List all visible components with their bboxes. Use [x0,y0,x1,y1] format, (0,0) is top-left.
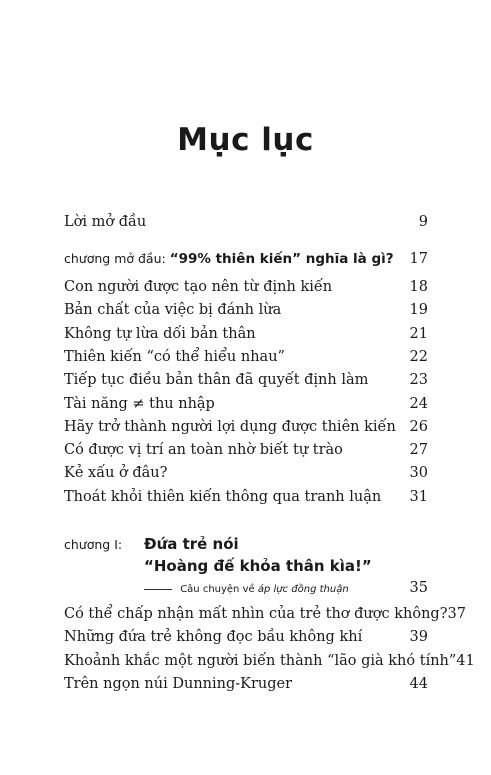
toc-entry-page: 31 [409,488,428,505]
toc-entry-label: Kẻ xấu ở đâu? [64,465,168,482]
toc-entry-label: Không tự lừa dối bản thân [64,325,256,342]
toc-entry-label: Tài năng ≠ thu nhập [64,395,215,412]
toc-entry[interactable] [64,302,428,318]
toc-entry-label: Có thể chấp nhận mất nhìn của trẻ thơ được không? [64,606,448,622]
toc-entry-label: Trên ngọn núi Dunning-Kruger [64,675,293,692]
toc-entry-page: 22 [409,348,428,365]
toc-entry[interactable] [64,349,428,365]
toc-entry-preface[interactable] [64,214,428,230]
chapter-subtitle [144,580,428,596]
toc-entry-label: Con người được tạo nên từ định kiến [64,279,333,295]
toc-entry-page: 41 [456,652,475,669]
toc-chapter-intro[interactable] [64,251,428,267]
toc-entry-page: 44 [409,675,428,692]
toc-entry-page: 21 [409,325,428,342]
chapter-title-line-2[interactable]: “Hoàng đế khỏa thân kìa!” [144,557,372,575]
toc-entry-label: Thoát khỏi thiên kiến thông qua tranh luận [64,488,382,505]
toc-entry-page: 24 [409,395,428,412]
toc-entry[interactable] [64,396,428,412]
chapter-subtitle-italic: áp lực đồng thuận [257,584,349,595]
toc-entry[interactable] [64,372,428,388]
toc-entry[interactable] [64,629,428,645]
toc-entry[interactable] [64,279,428,295]
chapter-prefix: chương I: [64,537,123,552]
toc-entry[interactable] [64,652,475,669]
toc-entry-page: 39 [409,629,428,646]
toc-entry[interactable] [64,326,428,342]
chapter-title-line-1[interactable]: Đứa trẻ nói [144,535,239,553]
toc-entry-page: 9 [418,214,428,230]
toc-entry-page: 23 [409,372,428,389]
toc-entry-label: Bản chất của việc bị đánh lừa [64,302,282,319]
toc-entry[interactable] [64,465,428,481]
toc-entry[interactable] [64,419,428,435]
toc-entry-page: 26 [409,418,428,435]
toc-entry-page: 18 [409,279,428,295]
page-title: Mục lục [177,122,314,158]
dash-rule [144,589,172,590]
toc-entry[interactable] [64,676,428,692]
toc-entry-page: 30 [409,465,428,482]
toc-entry-page: 35 [409,580,428,596]
toc-entry-label: Hãy trở thành người lợi dụng được thiên kiến [64,418,396,435]
toc-entry-page: 17 [409,251,428,267]
toc-entry[interactable] [64,489,428,505]
toc-entry-label: Khoảnh khắc một người biến thành “lão già khó tính” [64,652,457,669]
toc-entry-label: Tiếp tục điều bản thân đã quyết định làm [64,372,369,389]
toc-entry-label: Lời mở đầu [64,214,147,230]
toc-entry-label: Thiên kiến “có thể hiểu nhau” [64,348,285,365]
toc-entry-page: 37 [447,606,466,622]
chapter-prefix: chương mở đầu: [64,251,166,266]
toc-entry-label: Những đứa trẻ không đọc bầu không khí [64,629,363,646]
chapter-subtitle-text: Câu chuyện về [180,584,255,595]
toc-entry[interactable] [64,442,428,458]
toc-entry[interactable] [64,606,466,622]
chapter-title: “99% thiên kiến” nghĩa là gì? [169,251,394,267]
toc-entry-label: Có được vị trí an toàn nhờ biết tự trào [64,442,343,459]
toc-entry-page: 27 [409,442,428,459]
toc-entry-page: 19 [409,302,428,319]
